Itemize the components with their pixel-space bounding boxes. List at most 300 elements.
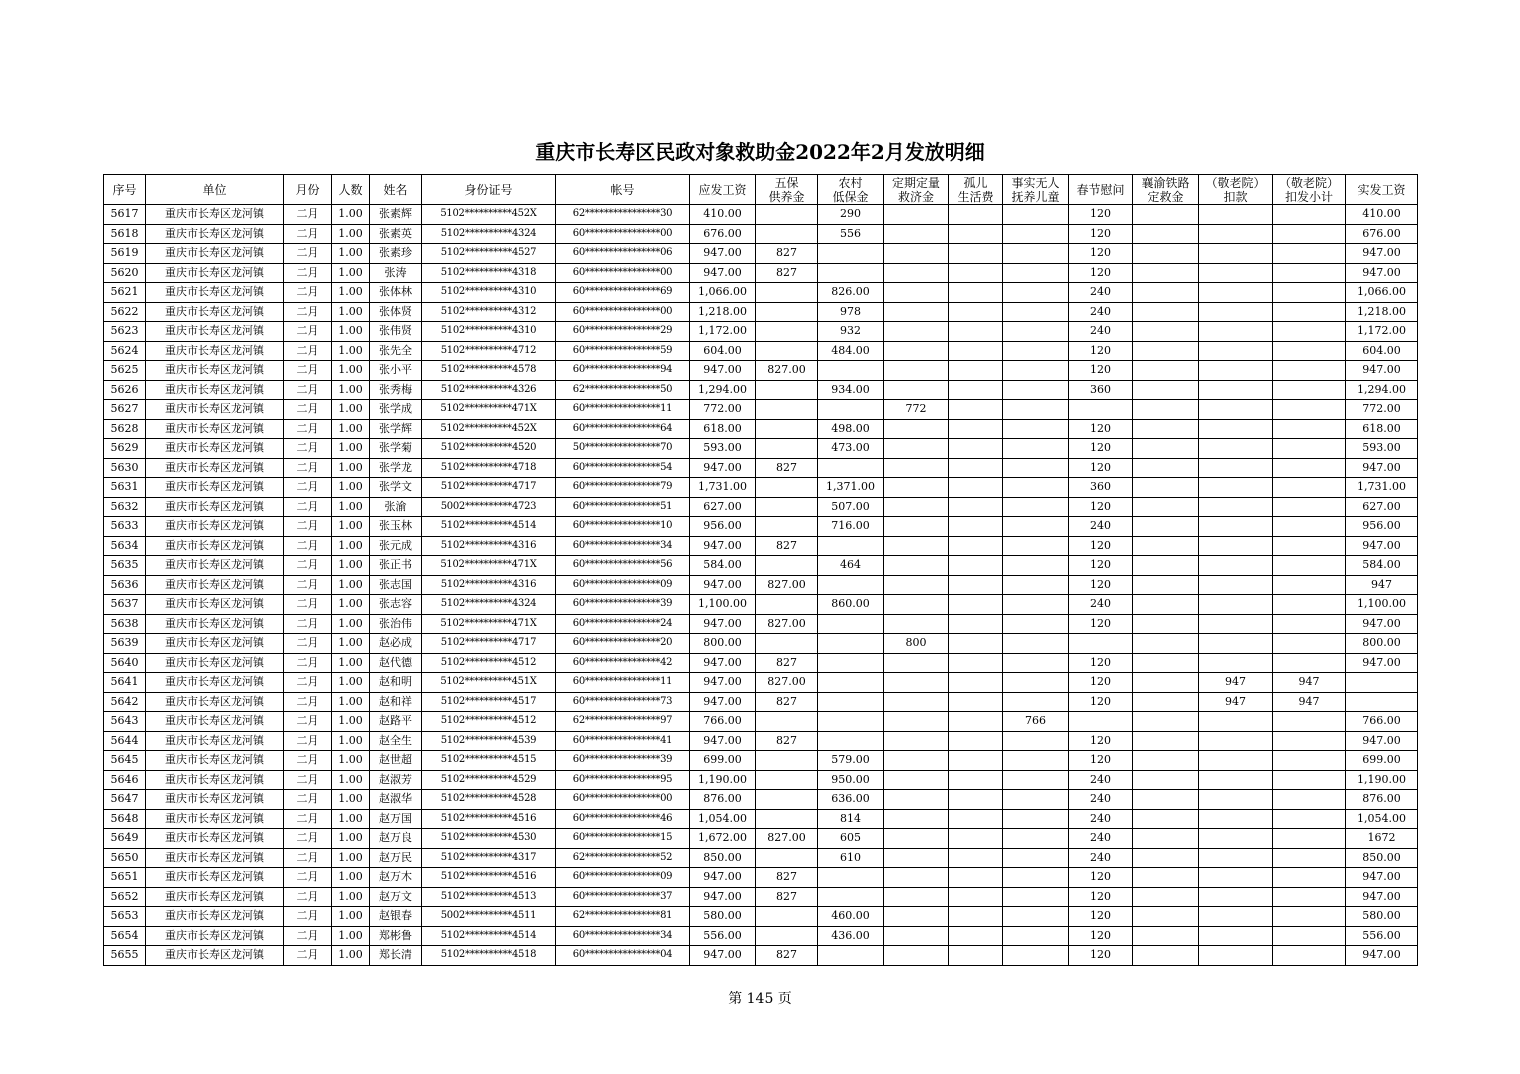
table-row	[104, 829, 1418, 849]
table-cell: 张元成	[370, 536, 422, 556]
column-header-text: 应发工资	[698, 182, 747, 197]
table-cell: 重庆市长寿区龙河镇	[146, 692, 284, 712]
table-cell: 120	[1069, 731, 1133, 751]
table-row	[104, 556, 1418, 576]
table-cell: 947.00	[1346, 536, 1418, 556]
table-row	[104, 809, 1418, 829]
table-cell	[1273, 224, 1346, 244]
table-cell	[949, 361, 1003, 381]
table-cell: 1,294.00	[1346, 380, 1418, 400]
table-cell: 5102**********4512	[422, 712, 556, 732]
table-cell	[949, 341, 1003, 361]
table-cell	[949, 302, 1003, 322]
table-row	[104, 907, 1418, 927]
table-row	[104, 790, 1418, 810]
table-cell	[1003, 770, 1069, 790]
table-cell	[1199, 868, 1273, 888]
table-cell	[818, 536, 884, 556]
table-cell	[1133, 946, 1199, 966]
table-cell	[949, 770, 1003, 790]
table-cell	[949, 653, 1003, 673]
table-cell: 二月	[284, 575, 332, 595]
table-cell	[1199, 770, 1273, 790]
table-cell	[1346, 673, 1418, 693]
table-cell: 120	[1069, 907, 1133, 927]
table-cell: 5102**********452X	[422, 205, 556, 225]
table-cell: 5655	[104, 946, 146, 966]
table-cell	[1003, 419, 1069, 439]
table-cell	[1133, 419, 1199, 439]
table-cell: 860.00	[818, 595, 884, 615]
table-cell	[1003, 614, 1069, 634]
table-cell	[1003, 536, 1069, 556]
table-cell: 814	[818, 809, 884, 829]
table-row	[104, 458, 1418, 478]
table-cell: 重庆市长寿区龙河镇	[146, 926, 284, 946]
table-cell	[1273, 497, 1346, 517]
table-cell: 二月	[284, 556, 332, 576]
table-cell: 张素英	[370, 224, 422, 244]
table-cell	[949, 322, 1003, 342]
table-cell: 120	[1069, 751, 1133, 771]
table-cell	[1199, 224, 1273, 244]
table-cell: 二月	[284, 673, 332, 693]
table-cell: 618.00	[690, 419, 756, 439]
table-cell	[1273, 536, 1346, 556]
table-cell	[1273, 770, 1346, 790]
table-cell: 5651	[104, 868, 146, 888]
table-cell: 956.00	[690, 517, 756, 537]
table-cell	[1133, 673, 1199, 693]
table-cell: 827.00	[756, 614, 818, 634]
header-row	[104, 175, 1418, 205]
table-cell: 240	[1069, 283, 1133, 303]
table-cell	[1199, 283, 1273, 303]
table-cell: 60****************11	[556, 400, 690, 420]
table-cell	[756, 439, 818, 459]
table-cell	[1003, 829, 1069, 849]
table-cell: 120	[1069, 556, 1133, 576]
table-cell	[949, 712, 1003, 732]
table-cell	[1133, 829, 1199, 849]
table-cell	[1199, 595, 1273, 615]
table-cell: 60****************56	[556, 556, 690, 576]
table-cell: 5002**********4511	[422, 907, 556, 927]
table-cell: 5618	[104, 224, 146, 244]
table-cell: 1.00	[332, 263, 370, 283]
table-cell	[884, 887, 949, 907]
table-cell: 605	[818, 829, 884, 849]
table-cell: 5629	[104, 439, 146, 459]
table-cell: 120	[1069, 361, 1133, 381]
table-cell	[1273, 868, 1346, 888]
table-cell: 947.00	[690, 692, 756, 712]
table-cell: 张学龙	[370, 458, 422, 478]
table-cell	[1273, 614, 1346, 634]
table-cell: 1,054.00	[690, 809, 756, 829]
table-cell	[949, 439, 1003, 459]
table-cell	[884, 907, 949, 927]
table-cell: 604.00	[1346, 341, 1418, 361]
table-cell	[1199, 887, 1273, 907]
table-cell: 947.00	[1346, 731, 1418, 751]
table-cell	[1199, 419, 1273, 439]
table-cell: 重庆市长寿区龙河镇	[146, 595, 284, 615]
table-cell: 1.00	[332, 361, 370, 381]
table-cell: 580.00	[1346, 907, 1418, 927]
table-cell	[884, 790, 949, 810]
table-cell	[818, 634, 884, 654]
table-cell	[756, 556, 818, 576]
table-cell: 二月	[284, 419, 332, 439]
table-cell: 60****************20	[556, 634, 690, 654]
table-cell: 5102**********4317	[422, 848, 556, 868]
table-cell: 二月	[284, 907, 332, 927]
table-cell	[949, 634, 1003, 654]
table-cell: 二月	[284, 790, 332, 810]
table-cell	[1199, 614, 1273, 634]
column-header-text: 单位	[202, 182, 227, 197]
table-cell: 张学菊	[370, 439, 422, 459]
table-cell: 1,100.00	[690, 595, 756, 615]
table-cell: 60****************00	[556, 302, 690, 322]
table-cell	[1273, 341, 1346, 361]
table-row	[104, 263, 1418, 283]
table-cell	[1199, 946, 1273, 966]
table-cell: 重庆市长寿区龙河镇	[146, 458, 284, 478]
table-cell: 张学文	[370, 478, 422, 498]
table-cell: 5102**********4316	[422, 536, 556, 556]
table-cell: 二月	[284, 439, 332, 459]
table-cell: 5623	[104, 322, 146, 342]
table-cell	[884, 692, 949, 712]
relief-payment-table	[103, 174, 1418, 966]
table-cell: 498.00	[818, 419, 884, 439]
table-cell	[1199, 751, 1273, 771]
table-cell	[884, 380, 949, 400]
table-cell	[949, 731, 1003, 751]
table-cell: 5102**********451X	[422, 673, 556, 693]
table-cell: 120	[1069, 244, 1133, 264]
table-cell	[818, 361, 884, 381]
table-cell	[1003, 205, 1069, 225]
table-cell: 张志国	[370, 575, 422, 595]
table-cell	[1003, 458, 1069, 478]
table-cell: 1.00	[332, 770, 370, 790]
table-cell: 120	[1069, 205, 1133, 225]
table-cell: 1.00	[332, 302, 370, 322]
table-cell	[1003, 868, 1069, 888]
table-cell: 60****************00	[556, 263, 690, 283]
table-cell	[1003, 790, 1069, 810]
table-cell: 5638	[104, 614, 146, 634]
table-cell: 800.00	[690, 634, 756, 654]
table-cell: 5102**********4514	[422, 926, 556, 946]
table-cell	[949, 868, 1003, 888]
table-cell: 627.00	[690, 497, 756, 517]
table-cell	[1199, 400, 1273, 420]
table-cell: 978	[818, 302, 884, 322]
column-header-text: 帐号	[610, 182, 635, 197]
table-cell: 556.00	[1346, 926, 1418, 946]
table-cell	[1199, 653, 1273, 673]
table-cell	[949, 400, 1003, 420]
table-cell: 1,371.00	[818, 478, 884, 498]
table-cell	[884, 517, 949, 537]
table-cell: 60****************39	[556, 595, 690, 615]
table-cell	[1003, 302, 1069, 322]
table-cell: 947.00	[690, 361, 756, 381]
table-cell: 5102**********4717	[422, 634, 556, 654]
table-cell: 464	[818, 556, 884, 576]
table-cell: 5102**********4712	[422, 341, 556, 361]
table-cell	[949, 497, 1003, 517]
table-cell	[884, 263, 949, 283]
table-cell	[1003, 497, 1069, 517]
column-header-text: 人数	[338, 182, 363, 197]
table-cell	[1199, 712, 1273, 732]
table-cell: 1,218.00	[690, 302, 756, 322]
table-cell: 950.00	[818, 770, 884, 790]
table-cell: 1,294.00	[690, 380, 756, 400]
table-cell	[818, 946, 884, 966]
table-cell: 1.00	[332, 731, 370, 751]
table-cell: 60****************64	[556, 419, 690, 439]
table-cell: 947	[1273, 673, 1346, 693]
table-row	[104, 205, 1418, 225]
table-cell: 重庆市长寿区龙河镇	[146, 653, 284, 673]
table-cell	[884, 595, 949, 615]
table-cell	[1199, 244, 1273, 264]
table-cell: 重庆市长寿区龙河镇	[146, 224, 284, 244]
table-cell	[1199, 458, 1273, 478]
table-cell	[756, 419, 818, 439]
table-cell: 5102**********4310	[422, 283, 556, 303]
table-cell: 947.00	[1346, 887, 1418, 907]
table-cell: 947	[1273, 692, 1346, 712]
column-header	[104, 175, 146, 205]
table-cell: 1.00	[332, 478, 370, 498]
table-cell	[1003, 634, 1069, 654]
table-cell: 二月	[284, 829, 332, 849]
table-cell: 1.00	[332, 887, 370, 907]
table-cell: 5102**********471X	[422, 614, 556, 634]
table-cell: 重庆市长寿区龙河镇	[146, 478, 284, 498]
table-cell	[1133, 536, 1199, 556]
table-cell: 1.00	[332, 341, 370, 361]
table-cell: 699.00	[690, 751, 756, 771]
table-cell: 827	[756, 887, 818, 907]
table-cell	[1273, 907, 1346, 927]
table-cell: 二月	[284, 458, 332, 478]
table-cell: 766.00	[1346, 712, 1418, 732]
table-cell	[949, 419, 1003, 439]
table-cell	[1133, 244, 1199, 264]
table-cell	[1133, 205, 1199, 225]
table-cell	[1133, 302, 1199, 322]
table-cell: 二月	[284, 848, 332, 868]
table-cell: 120	[1069, 692, 1133, 712]
table-cell	[1273, 887, 1346, 907]
table-cell	[949, 244, 1003, 264]
table-cell: 5643	[104, 712, 146, 732]
table-cell	[884, 712, 949, 732]
table-cell: 5631	[104, 478, 146, 498]
table-cell: 5624	[104, 341, 146, 361]
table-cell: 5625	[104, 361, 146, 381]
table-cell: 郑长清	[370, 946, 422, 966]
column-header-text: 月份	[295, 182, 320, 197]
table-cell: 1,731.00	[1346, 478, 1418, 498]
table-cell: 60****************51	[556, 497, 690, 517]
table-cell: 张小平	[370, 361, 422, 381]
table-cell: 重庆市长寿区龙河镇	[146, 400, 284, 420]
table-cell: 1.00	[332, 419, 370, 439]
table-cell	[949, 205, 1003, 225]
table-cell: 5102**********4527	[422, 244, 556, 264]
table-cell: 张学辉	[370, 419, 422, 439]
table-cell: 60****************79	[556, 478, 690, 498]
table-cell: 1.00	[332, 400, 370, 420]
table-cell: 410.00	[690, 205, 756, 225]
table-row	[104, 536, 1418, 556]
table-cell: 二月	[284, 946, 332, 966]
table-cell	[1133, 283, 1199, 303]
table-cell: 60****************04	[556, 946, 690, 966]
table-cell: 重庆市长寿区龙河镇	[146, 887, 284, 907]
table-cell: 120	[1069, 341, 1133, 361]
table-cell: 827	[756, 653, 818, 673]
table-cell: 1.00	[332, 848, 370, 868]
table-cell: 5640	[104, 653, 146, 673]
table-cell: 5102**********4520	[422, 439, 556, 459]
table-cell: 827.00	[756, 829, 818, 849]
table-cell: 二月	[284, 536, 332, 556]
table-cell	[1199, 809, 1273, 829]
column-header	[1003, 175, 1069, 205]
table-cell: 二月	[284, 809, 332, 829]
table-cell: 947.00	[690, 673, 756, 693]
table-cell	[756, 790, 818, 810]
table-cell: 240	[1069, 829, 1133, 849]
table-cell	[1133, 848, 1199, 868]
table-cell	[1133, 790, 1199, 810]
table-cell	[1133, 731, 1199, 751]
table-cell	[949, 790, 1003, 810]
table-cell: 5649	[104, 829, 146, 849]
table-cell: 重庆市长寿区龙河镇	[146, 439, 284, 459]
table-cell: 1.00	[332, 653, 370, 673]
table-cell: 800	[884, 634, 949, 654]
table-cell	[884, 341, 949, 361]
table-cell: 947	[1199, 673, 1273, 693]
table-cell: 赵淑芳	[370, 770, 422, 790]
table-cell: 1672	[1346, 829, 1418, 849]
table-cell	[1133, 497, 1199, 517]
table-cell: 5102**********4518	[422, 946, 556, 966]
table-cell	[1199, 263, 1273, 283]
table-cell: 5647	[104, 790, 146, 810]
table-cell	[949, 809, 1003, 829]
column-header	[146, 175, 284, 205]
table-cell	[1273, 653, 1346, 673]
table-cell	[949, 751, 1003, 771]
table-cell: 1.00	[332, 868, 370, 888]
table-cell	[818, 712, 884, 732]
table-cell: 张渝	[370, 497, 422, 517]
table-cell	[1133, 595, 1199, 615]
column-header-text: 低保金	[832, 189, 869, 204]
table-cell	[1273, 595, 1346, 615]
table-cell: 1.00	[332, 790, 370, 810]
table-cell: 120	[1069, 497, 1133, 517]
table-cell: 5644	[104, 731, 146, 751]
table-cell: 二月	[284, 614, 332, 634]
table-cell: 60****************42	[556, 653, 690, 673]
table-cell	[1273, 400, 1346, 420]
table-cell: 579.00	[818, 751, 884, 771]
table-cell	[949, 478, 1003, 498]
table-cell	[884, 556, 949, 576]
table-cell: 60****************59	[556, 341, 690, 361]
table-cell: 827	[756, 244, 818, 264]
table-cell: 62****************97	[556, 712, 690, 732]
table-cell: 5654	[104, 926, 146, 946]
table-cell	[884, 283, 949, 303]
table-cell: 5102**********4312	[422, 302, 556, 322]
table-cell: 5102**********471X	[422, 400, 556, 420]
table-cell	[1133, 439, 1199, 459]
table-cell: 5632	[104, 497, 146, 517]
table-cell	[1003, 400, 1069, 420]
table-cell: 二月	[284, 341, 332, 361]
table-cell: 赵万良	[370, 829, 422, 849]
table-cell: 二月	[284, 302, 332, 322]
table-cell: 580.00	[690, 907, 756, 927]
column-header	[332, 175, 370, 205]
table-row	[104, 653, 1418, 673]
table-cell: 766	[1003, 712, 1069, 732]
table-cell: 5002**********4723	[422, 497, 556, 517]
table-cell: 5648	[104, 809, 146, 829]
table-cell: 120	[1069, 224, 1133, 244]
table-cell: 二月	[284, 400, 332, 420]
column-header-text: 实发工资	[1357, 182, 1406, 197]
table-cell	[818, 244, 884, 264]
table-cell	[949, 575, 1003, 595]
table-cell: 766.00	[690, 712, 756, 732]
table-cell	[884, 653, 949, 673]
table-cell	[756, 517, 818, 537]
table-cell	[1133, 380, 1199, 400]
table-cell	[756, 478, 818, 498]
table-cell: 赵银春	[370, 907, 422, 927]
table-cell	[818, 673, 884, 693]
table-cell	[884, 751, 949, 771]
table-cell	[884, 497, 949, 517]
table-cell	[949, 887, 1003, 907]
table-cell: 1.00	[332, 380, 370, 400]
table-cell: 1,218.00	[1346, 302, 1418, 322]
table-cell	[1133, 458, 1199, 478]
table-cell	[949, 536, 1003, 556]
table-cell: 947.00	[690, 458, 756, 478]
table-cell: 947.00	[690, 946, 756, 966]
table-cell: 重庆市长寿区龙河镇	[146, 829, 284, 849]
table-cell	[1199, 341, 1273, 361]
table-cell	[1199, 634, 1273, 654]
table-row	[104, 946, 1418, 966]
